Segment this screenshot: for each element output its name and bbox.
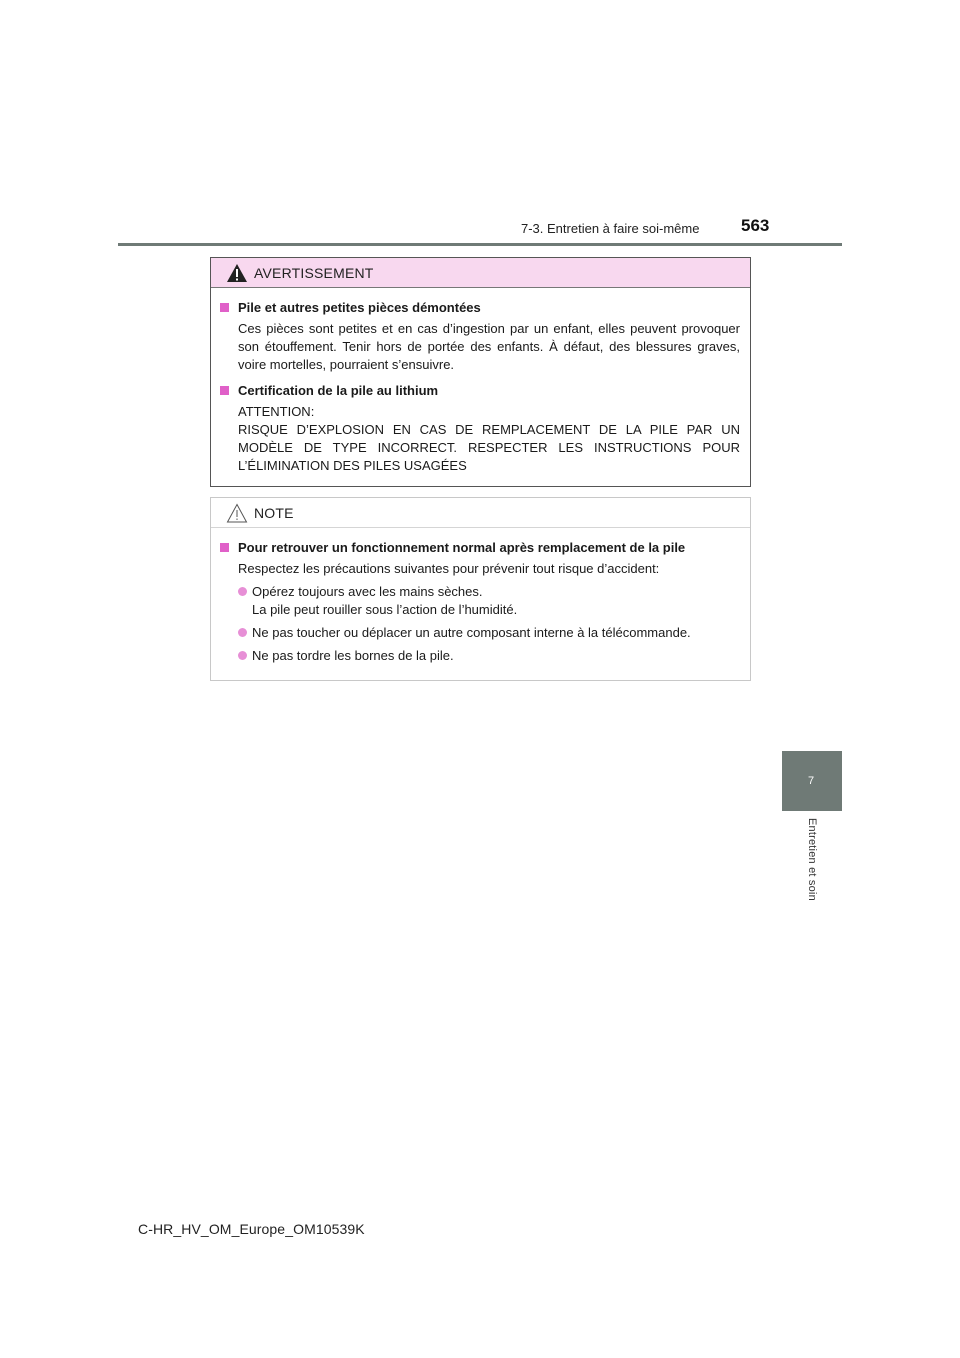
square-bullet-icon: [220, 386, 229, 395]
warning-body: [211, 288, 750, 475]
square-bullet-icon: [220, 303, 229, 312]
circle-bullet-icon: [238, 628, 247, 637]
warning-paragraph: ATTENTION:: [238, 404, 315, 419]
page-number: 563: [741, 216, 770, 235]
warning-paragraph: RISQUE D’EXPLOSION EN CAS DE REMPLACEMENT DE LA PILE PAR UN MODÈLE DE TYPE INCORRECT. RESPECTER LES INSTRUCTIONS POUR L’ÉLIMINATION DES PILES USAGÉES: [238, 422, 740, 473]
header-section-title: 7-3. Entretien à faire soi-même: [521, 221, 700, 236]
note-header: [211, 498, 750, 528]
caution-triangle-outline-icon: [226, 503, 248, 523]
note-title: NOTE: [254, 505, 294, 521]
chapter-label: Entretien et soin: [806, 818, 818, 901]
note-box: [210, 497, 751, 681]
chapter-tab: [782, 751, 842, 811]
header-rule: [118, 243, 842, 246]
warning-header: [211, 258, 750, 288]
square-bullet-icon: [220, 543, 229, 552]
warning-section-heading: Pile et autres petites pièces démontées: [220, 299, 740, 317]
note-intro: Respectez les précautions suivantes pour prévenir tout risque d’accident:: [238, 561, 660, 576]
footer-doc-code: C-HR_HV_OM_Europe_OM10539K: [138, 1221, 365, 1237]
list-item: Ne pas tordre les bornes de la pile.: [238, 647, 740, 665]
chapter-number: 7: [808, 775, 815, 787]
circle-bullet-icon: [238, 651, 247, 660]
circle-bullet-icon: [238, 587, 247, 596]
note-section-heading: Pour retrouver un fonctionnement normal après remplacement de la pile: [220, 539, 740, 557]
note-body: [211, 528, 750, 665]
list-item: Opérez toujours avec les mains sèches. La pile peut rouiller sous l’action de l’humidité.: [238, 583, 740, 619]
warning-triangle-filled-icon: [226, 263, 248, 283]
chapter-side-label: [806, 818, 824, 938]
warning-section-heading: Certification de la pile au lithium: [220, 382, 740, 400]
warning-box: [210, 257, 751, 487]
warning-paragraph: Ces pièces sont petites et en cas d’ingestion par un enfant, elles peuvent provoquer son étouffement. Tenir hors de portée des enfants. À défaut, des blessures graves, voire mortelles, pourraient s’ensuivre.: [238, 321, 740, 372]
list-item: Ne pas toucher ou déplacer un autre composant interne à la télécommande.: [238, 624, 740, 642]
warning-title: AVERTISSEMENT: [254, 265, 374, 281]
